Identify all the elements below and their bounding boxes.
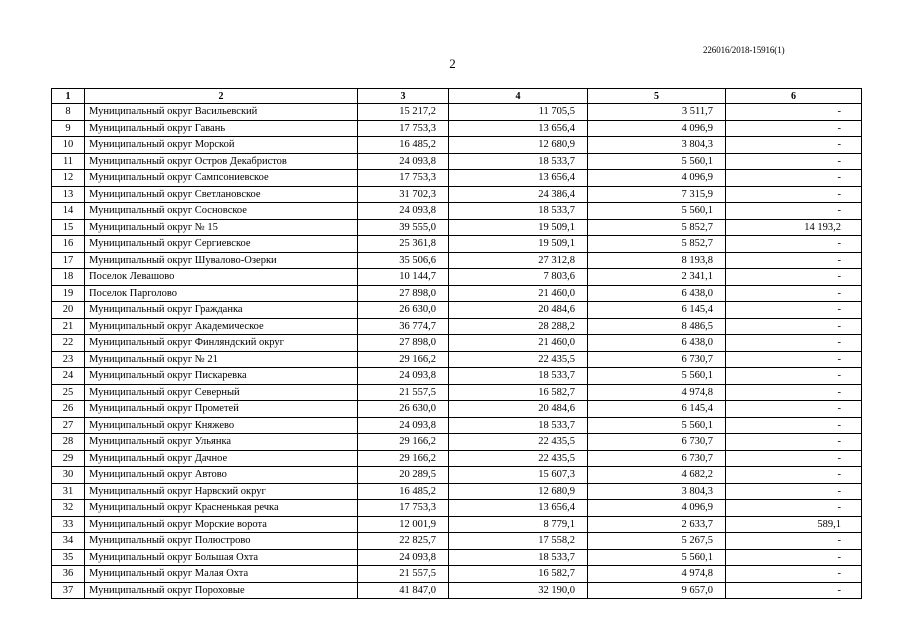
municipality-name: Муниципальный округ Шувалово-Озерки <box>85 252 358 269</box>
value-col6: - <box>726 104 862 121</box>
value-col3: 24 093,8 <box>358 417 449 434</box>
municipality-name: Муниципальный округ № 15 <box>85 219 358 236</box>
value-col3: 26 630,0 <box>358 302 449 319</box>
value-col5: 2 633,7 <box>588 516 726 533</box>
value-col4: 15 607,3 <box>449 467 588 484</box>
value-col5: 5 560,1 <box>588 203 726 220</box>
table-row <box>52 566 862 583</box>
municipality-name: Муниципальный округ Сергиевское <box>85 236 358 253</box>
value-col5: 9 657,0 <box>588 582 726 599</box>
municipality-name: Муниципальный округ Сосновское <box>85 203 358 220</box>
table-row <box>52 137 862 154</box>
value-col4: 7 803,6 <box>449 269 588 286</box>
row-number: 30 <box>52 467 85 484</box>
municipality-name: Муниципальный округ Академическое <box>85 318 358 335</box>
municipality-name: Муниципальный округ Северный <box>85 384 358 401</box>
value-col6: - <box>726 483 862 500</box>
municipality-name: Муниципальный округ Красненькая речка <box>85 500 358 517</box>
value-col6: - <box>726 368 862 385</box>
value-col6: - <box>726 186 862 203</box>
value-col6: - <box>726 533 862 550</box>
table-row <box>52 401 862 418</box>
column-header: 2 <box>85 89 358 104</box>
table-row <box>52 351 862 368</box>
row-number: 32 <box>52 500 85 517</box>
value-col3: 35 506,6 <box>358 252 449 269</box>
value-col3: 17 753,3 <box>358 500 449 517</box>
column-header: 4 <box>449 89 588 104</box>
row-number: 14 <box>52 203 85 220</box>
value-col4: 17 558,2 <box>449 533 588 550</box>
value-col6: 14 193,2 <box>726 219 862 236</box>
table-body <box>52 104 862 599</box>
value-col6: - <box>726 335 862 352</box>
value-col5: 5 560,1 <box>588 549 726 566</box>
value-col6: - <box>726 318 862 335</box>
municipality-name: Муниципальный округ Сампсониевское <box>85 170 358 187</box>
value-col3: 36 774,7 <box>358 318 449 335</box>
value-col5: 6 438,0 <box>588 335 726 352</box>
value-col3: 16 485,2 <box>358 137 449 154</box>
value-col6: - <box>726 566 862 583</box>
value-col4: 18 533,7 <box>449 153 588 170</box>
table-row <box>52 450 862 467</box>
row-number: 19 <box>52 285 85 302</box>
municipality-name: Муниципальный округ Княжево <box>85 417 358 434</box>
table-header-row <box>52 89 862 104</box>
value-col3: 24 093,8 <box>358 203 449 220</box>
row-number: 23 <box>52 351 85 368</box>
table-row <box>52 120 862 137</box>
value-col6: 589,1 <box>726 516 862 533</box>
municipality-name: Муниципальный округ Светлановское <box>85 186 358 203</box>
table-row <box>52 500 862 517</box>
value-col6: - <box>726 252 862 269</box>
value-col4: 8 779,1 <box>449 516 588 533</box>
municipality-name: Муниципальный округ № 21 <box>85 351 358 368</box>
value-col4: 18 533,7 <box>449 203 588 220</box>
value-col4: 13 656,4 <box>449 500 588 517</box>
value-col5: 6 145,4 <box>588 401 726 418</box>
data-table <box>51 88 862 599</box>
table-row <box>52 252 862 269</box>
municipality-name: Муниципальный округ Финляндский округ <box>85 335 358 352</box>
value-col3: 24 093,8 <box>358 549 449 566</box>
value-col6: - <box>726 351 862 368</box>
municipality-name: Муниципальный округ Нарвский округ <box>85 483 358 500</box>
value-col3: 25 361,8 <box>358 236 449 253</box>
table-row <box>52 104 862 121</box>
value-col6: - <box>726 384 862 401</box>
value-col5: 8 193,8 <box>588 252 726 269</box>
value-col4: 16 582,7 <box>449 384 588 401</box>
value-col6: - <box>726 401 862 418</box>
row-number: 37 <box>52 582 85 599</box>
value-col6: - <box>726 285 862 302</box>
value-col5: 5 560,1 <box>588 417 726 434</box>
value-col3: 27 898,0 <box>358 285 449 302</box>
municipality-name: Муниципальный округ Пороховые <box>85 582 358 599</box>
municipality-name: Муниципальный округ Автово <box>85 467 358 484</box>
value-col3: 24 093,8 <box>358 368 449 385</box>
table-row <box>52 516 862 533</box>
value-col5: 6 438,0 <box>588 285 726 302</box>
value-col6: - <box>726 434 862 451</box>
value-col4: 18 533,7 <box>449 417 588 434</box>
value-col4: 24 386,4 <box>449 186 588 203</box>
row-number: 24 <box>52 368 85 385</box>
value-col3: 17 753,3 <box>358 120 449 137</box>
value-col5: 4 096,9 <box>588 120 726 137</box>
row-number: 12 <box>52 170 85 187</box>
value-col5: 4 974,8 <box>588 384 726 401</box>
municipality-name: Поселок Левашово <box>85 269 358 286</box>
table-row <box>52 186 862 203</box>
value-col3: 24 093,8 <box>358 153 449 170</box>
value-col5: 2 341,1 <box>588 269 726 286</box>
municipality-name: Муниципальный округ Гавань <box>85 120 358 137</box>
municipality-name: Муниципальный округ Большая Охта <box>85 549 358 566</box>
value-col4: 27 312,8 <box>449 252 588 269</box>
column-header: 5 <box>588 89 726 104</box>
row-number: 34 <box>52 533 85 550</box>
table-row <box>52 302 862 319</box>
row-number: 33 <box>52 516 85 533</box>
value-col4: 18 533,7 <box>449 368 588 385</box>
municipality-name: Муниципальный округ Пискаревка <box>85 368 358 385</box>
value-col6: - <box>726 450 862 467</box>
table-row <box>52 533 862 550</box>
row-number: 35 <box>52 549 85 566</box>
column-header: 1 <box>52 89 85 104</box>
value-col5: 3 804,3 <box>588 483 726 500</box>
table-row <box>52 318 862 335</box>
table-row <box>52 170 862 187</box>
value-col3: 15 217,2 <box>358 104 449 121</box>
row-number: 22 <box>52 335 85 352</box>
value-col5: 8 486,5 <box>588 318 726 335</box>
document-id: 226016/2018-15916(1) <box>703 45 785 55</box>
value-col3: 12 001,9 <box>358 516 449 533</box>
value-col3: 29 166,2 <box>358 351 449 368</box>
value-col5: 3 804,3 <box>588 137 726 154</box>
value-col5: 6 730,7 <box>588 351 726 368</box>
municipality-name: Муниципальный округ Прометей <box>85 401 358 418</box>
row-number: 25 <box>52 384 85 401</box>
table-row <box>52 483 862 500</box>
value-col5: 5 267,5 <box>588 533 726 550</box>
value-col5: 4 682,2 <box>588 467 726 484</box>
row-number: 18 <box>52 269 85 286</box>
value-col4: 32 190,0 <box>449 582 588 599</box>
value-col4: 11 705,5 <box>449 104 588 121</box>
value-col6: - <box>726 170 862 187</box>
table-row <box>52 417 862 434</box>
column-header: 3 <box>358 89 449 104</box>
row-number: 17 <box>52 252 85 269</box>
municipality-name: Муниципальный округ Васильевский <box>85 104 358 121</box>
value-col5: 4 974,8 <box>588 566 726 583</box>
value-col4: 20 484,6 <box>449 302 588 319</box>
value-col6: - <box>726 467 862 484</box>
table-row <box>52 582 862 599</box>
value-col4: 18 533,7 <box>449 549 588 566</box>
value-col5: 5 852,7 <box>588 219 726 236</box>
municipality-name: Муниципальный округ Полюстрово <box>85 533 358 550</box>
value-col6: - <box>726 417 862 434</box>
value-col6: - <box>726 137 862 154</box>
value-col6: - <box>726 120 862 137</box>
value-col5: 5 852,7 <box>588 236 726 253</box>
value-col5: 6 145,4 <box>588 302 726 319</box>
value-col3: 41 847,0 <box>358 582 449 599</box>
municipality-name: Муниципальный округ Морской <box>85 137 358 154</box>
value-col5: 4 096,9 <box>588 170 726 187</box>
value-col3: 17 753,3 <box>358 170 449 187</box>
table-row <box>52 384 862 401</box>
row-number: 16 <box>52 236 85 253</box>
column-header: 6 <box>726 89 862 104</box>
value-col5: 7 315,9 <box>588 186 726 203</box>
value-col3: 26 630,0 <box>358 401 449 418</box>
row-number: 9 <box>52 120 85 137</box>
value-col4: 21 460,0 <box>449 335 588 352</box>
value-col4: 13 656,4 <box>449 170 588 187</box>
row-number: 10 <box>52 137 85 154</box>
value-col4: 22 435,5 <box>449 450 588 467</box>
value-col5: 6 730,7 <box>588 434 726 451</box>
row-number: 36 <box>52 566 85 583</box>
value-col6: - <box>726 269 862 286</box>
table-row <box>52 269 862 286</box>
value-col3: 22 825,7 <box>358 533 449 550</box>
row-number: 31 <box>52 483 85 500</box>
row-number: 26 <box>52 401 85 418</box>
table-row <box>52 203 862 220</box>
table-row <box>52 219 862 236</box>
value-col4: 22 435,5 <box>449 351 588 368</box>
row-number: 29 <box>52 450 85 467</box>
value-col3: 16 485,2 <box>358 483 449 500</box>
value-col5: 3 511,7 <box>588 104 726 121</box>
value-col4: 13 656,4 <box>449 120 588 137</box>
row-number: 8 <box>52 104 85 121</box>
value-col4: 19 509,1 <box>449 236 588 253</box>
value-col6: - <box>726 236 862 253</box>
row-number: 27 <box>52 417 85 434</box>
row-number: 15 <box>52 219 85 236</box>
municipality-name: Муниципальный округ Малая Охта <box>85 566 358 583</box>
value-col4: 12 680,9 <box>449 483 588 500</box>
row-number: 13 <box>52 186 85 203</box>
municipality-name: Муниципальный округ Дачное <box>85 450 358 467</box>
table-row <box>52 368 862 385</box>
table-row <box>52 335 862 352</box>
value-col3: 21 557,5 <box>358 384 449 401</box>
value-col3: 29 166,2 <box>358 450 449 467</box>
value-col4: 28 288,2 <box>449 318 588 335</box>
value-col3: 21 557,5 <box>358 566 449 583</box>
municipality-name: Муниципальный округ Остров Декабристов <box>85 153 358 170</box>
value-col4: 19 509,1 <box>449 219 588 236</box>
value-col5: 5 560,1 <box>588 368 726 385</box>
municipality-name: Муниципальный округ Ульянка <box>85 434 358 451</box>
page-number: 2 <box>449 56 456 71</box>
value-col4: 21 460,0 <box>449 285 588 302</box>
value-col3: 29 166,2 <box>358 434 449 451</box>
value-col3: 39 555,0 <box>358 219 449 236</box>
municipality-name: Муниципальный округ Морские ворота <box>85 516 358 533</box>
municipality-name: Муниципальный округ Гражданка <box>85 302 358 319</box>
value-col6: - <box>726 203 862 220</box>
table-row <box>52 434 862 451</box>
row-number: 11 <box>52 153 85 170</box>
value-col6: - <box>726 153 862 170</box>
value-col4: 16 582,7 <box>449 566 588 583</box>
value-col3: 10 144,7 <box>358 269 449 286</box>
table-row <box>52 285 862 302</box>
value-col3: 27 898,0 <box>358 335 449 352</box>
table-row <box>52 549 862 566</box>
value-col4: 22 435,5 <box>449 434 588 451</box>
row-number: 20 <box>52 302 85 319</box>
row-number: 28 <box>52 434 85 451</box>
value-col5: 4 096,9 <box>588 500 726 517</box>
value-col3: 31 702,3 <box>358 186 449 203</box>
value-col5: 6 730,7 <box>588 450 726 467</box>
row-number: 21 <box>52 318 85 335</box>
table-row <box>52 236 862 253</box>
value-col3: 20 289,5 <box>358 467 449 484</box>
table-row <box>52 467 862 484</box>
value-col4: 12 680,9 <box>449 137 588 154</box>
value-col6: - <box>726 302 862 319</box>
municipality-name: Поселок Парголово <box>85 285 358 302</box>
value-col5: 5 560,1 <box>588 153 726 170</box>
table-row <box>52 153 862 170</box>
value-col6: - <box>726 582 862 599</box>
value-col6: - <box>726 500 862 517</box>
value-col4: 20 484,6 <box>449 401 588 418</box>
value-col6: - <box>726 549 862 566</box>
